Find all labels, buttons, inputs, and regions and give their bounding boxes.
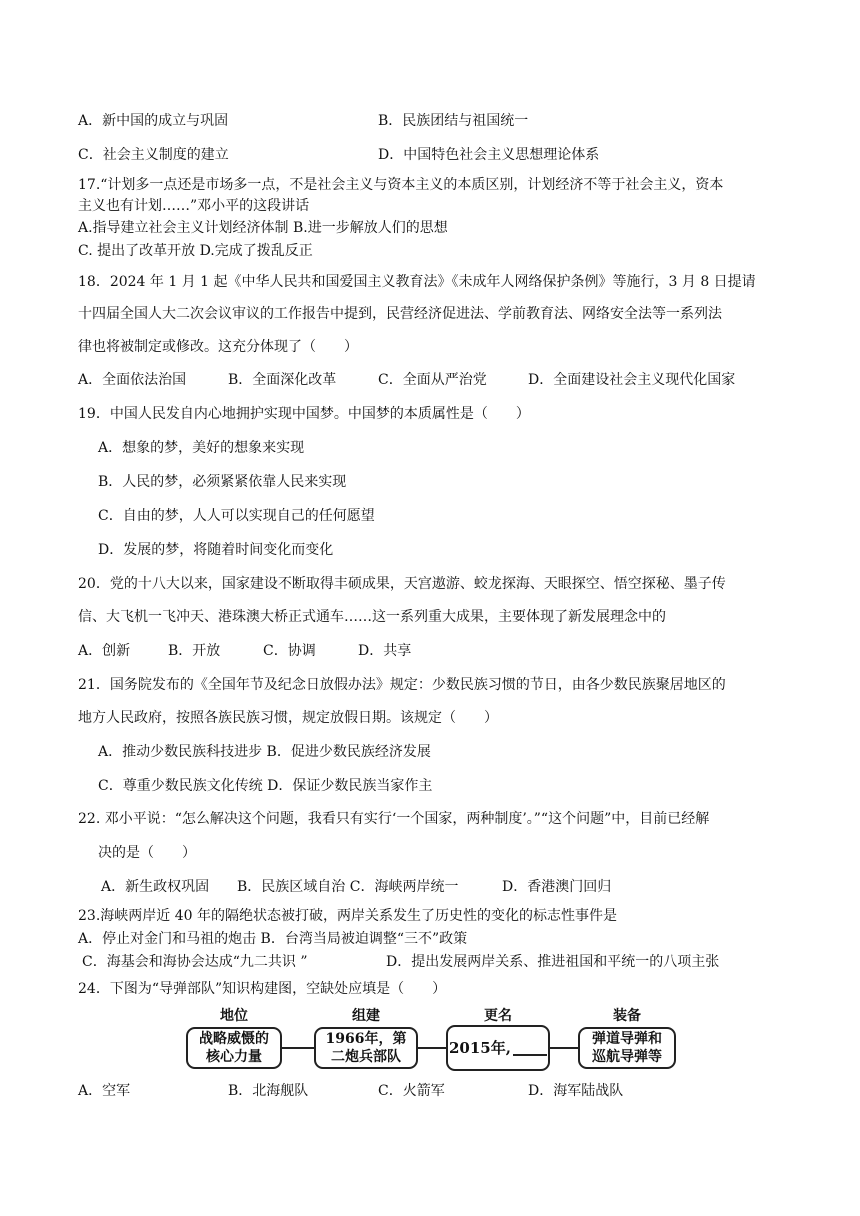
q21-options-ab: A．推动少数民族科技进步 B．促进少数民族经济发展 — [98, 744, 431, 760]
q18-option-a: A．全面依法治国 — [78, 372, 187, 388]
diagram-header-founding: 组建 — [352, 1008, 380, 1024]
q18-stem: 18．2024 年 1 月 1 起《中华人民共和国爱国主义教育法》《未成年人网络保护条例》等施行，3 月 8 日提请 — [78, 274, 756, 290]
q17-stem: 17.“计划多一点还是市场多一点，不是社会主义与资本主义的本质区别，计划经济不等于社会主义，资本 — [78, 177, 724, 193]
q23-options-ab: A．停止对金门和马祖的炮击 B．台湾当局被迫调整“三不”政策 — [78, 931, 468, 947]
q18-stem-cont: 十四届全国人大二次会议审议的工作报告中提到，民营经济促进法、学前教育法、网络安全法等一系列法 — [78, 306, 722, 322]
diagram-header-status: 地位 — [220, 1008, 248, 1024]
diagram-header-equipment: 装备 — [613, 1008, 641, 1024]
q22-option-d: D．香港澳门回归 — [502, 879, 612, 895]
q23-option-d: D．提出发展两岸关系、推进祖国和平统一的八项主张 — [386, 954, 720, 970]
diagram-box-founding-line2: 二炮兵部队 — [331, 1049, 401, 1065]
q20-option-a: A．创新 — [78, 643, 131, 659]
q19-option-c: C．自由的梦，人人可以实现自己的任何愿望 — [98, 508, 375, 524]
q22-stem-cont: 决的是（ ） — [98, 845, 196, 861]
diagram-box-status — [186, 1027, 282, 1069]
diagram-box-equipment-line1: 弹道导弹和 — [592, 1031, 662, 1047]
q16-option-d: D．中国特色社会主义思想理论体系 — [378, 147, 600, 163]
q20-stem-cont: 信、大飞机一飞冲天、港珠澳大桥正式通车……这一系列重大成果，主要体现了新发展理念中的 — [78, 609, 666, 625]
q16-option-c: C．社会主义制度的建立 — [78, 147, 229, 163]
q18-option-d: D．全面建设社会主义现代化国家 — [528, 372, 736, 388]
q20-stem: 20．党的十八大以来，国家建设不断取得丰硕成果，天宫遨游、蛟龙探海、天眼探空、悟空探秘、墨子传 — [78, 576, 726, 592]
diagram-connector — [550, 1047, 578, 1049]
q22-stem: 22. 邓小平说：“怎么解决这个问题，我看只有实行‘一个国家，两种制度’。”“这个问题”中，目前已经解 — [78, 811, 710, 827]
q23-stem: 23.海峡两岸近 40 年的隔绝状态被打破，两岸关系发生了历史性的变化的标志性事件是 — [78, 908, 617, 924]
diagram-box-rename — [446, 1025, 550, 1071]
diagram-blank-line — [513, 1040, 547, 1056]
q24-option-b: B．北海舰队 — [228, 1083, 309, 1099]
q23-option-c: C．海基会和海协会达成“九二共识 ” — [82, 954, 308, 970]
q22-option-bc: B．民族区域自治 C．海峡两岸统一 — [237, 879, 459, 895]
q19-option-b: B．人民的梦，必须紧紧依靠人民来实现 — [98, 474, 347, 490]
q18-option-b: B．全面深化改革 — [228, 372, 337, 388]
q17-options-ab: A.指导建立社会主义计划经济体制 B.进一步解放人们的思想 — [78, 220, 448, 236]
diagram-box-equipment-line2: 巡航导弹等 — [592, 1049, 662, 1065]
q24-option-a: A．空军 — [78, 1083, 131, 1099]
q24-option-c: C．火箭军 — [378, 1083, 445, 1099]
diagram-box-status-line2: 核心力量 — [206, 1049, 262, 1065]
q19-stem: 19．中国人民发自内心地拥护实现中国梦。中国梦的本质属性是（ ） — [78, 406, 530, 422]
q20-option-d: D．共享 — [358, 643, 412, 659]
q17-options-cd: C. 提出了改革开放 D.完成了拨乱反正 — [78, 243, 313, 259]
q21-options-cd: C．尊重少数民族文化传统 D．保证少数民族当家作主 — [98, 778, 433, 794]
diagram-box-equipment — [578, 1027, 676, 1069]
q19-option-d: D．发展的梦，将随着时间变化而变化 — [98, 542, 334, 558]
q21-stem-cont: 地方人民政府，按照各族民族习惯，规定放假日期。该规定（ ） — [78, 710, 498, 726]
q16-option-b: B．民族团结与祖国统一 — [378, 113, 529, 129]
missile-force-diagram — [186, 1003, 676, 1073]
diagram-box-rename-text: 2015年, — [449, 1039, 511, 1057]
diagram-box-founding — [314, 1027, 418, 1069]
q18-stem-cont-2: 律也将被制定或修改。这充分体现了（ ） — [78, 339, 358, 355]
diagram-connector — [282, 1047, 314, 1049]
diagram-header-rename: 更名 — [484, 1008, 512, 1024]
q18-option-c: C．全面从严治党 — [378, 372, 487, 388]
q20-option-c: C．协调 — [263, 643, 316, 659]
q21-stem: 21．国务院发布的《全国年节及纪念日放假办法》规定：少数民族习惯的节日，由各少数民族聚居地区的 — [78, 677, 726, 693]
diagram-box-status-line1: 战略威慑的 — [199, 1031, 269, 1047]
q24-stem: 24．下图为“导弹部队”知识构建图，空缺处应填是（ ） — [78, 981, 447, 997]
q19-option-a: A．想象的梦，美好的想象来实现 — [98, 440, 305, 456]
diagram-connector — [418, 1047, 446, 1049]
q20-option-b: B．开放 — [168, 643, 221, 659]
q17-stem-cont: 主义也有计划……”邓小平的这段讲话 — [78, 198, 310, 214]
q22-option-a: A．新生政权巩固 — [101, 879, 210, 895]
diagram-box-founding-line1: 1966年，第 — [325, 1031, 407, 1047]
q24-option-d: D．海军陆战队 — [528, 1083, 624, 1099]
q16-option-a: A．新中国的成立与巩固 — [78, 113, 229, 129]
